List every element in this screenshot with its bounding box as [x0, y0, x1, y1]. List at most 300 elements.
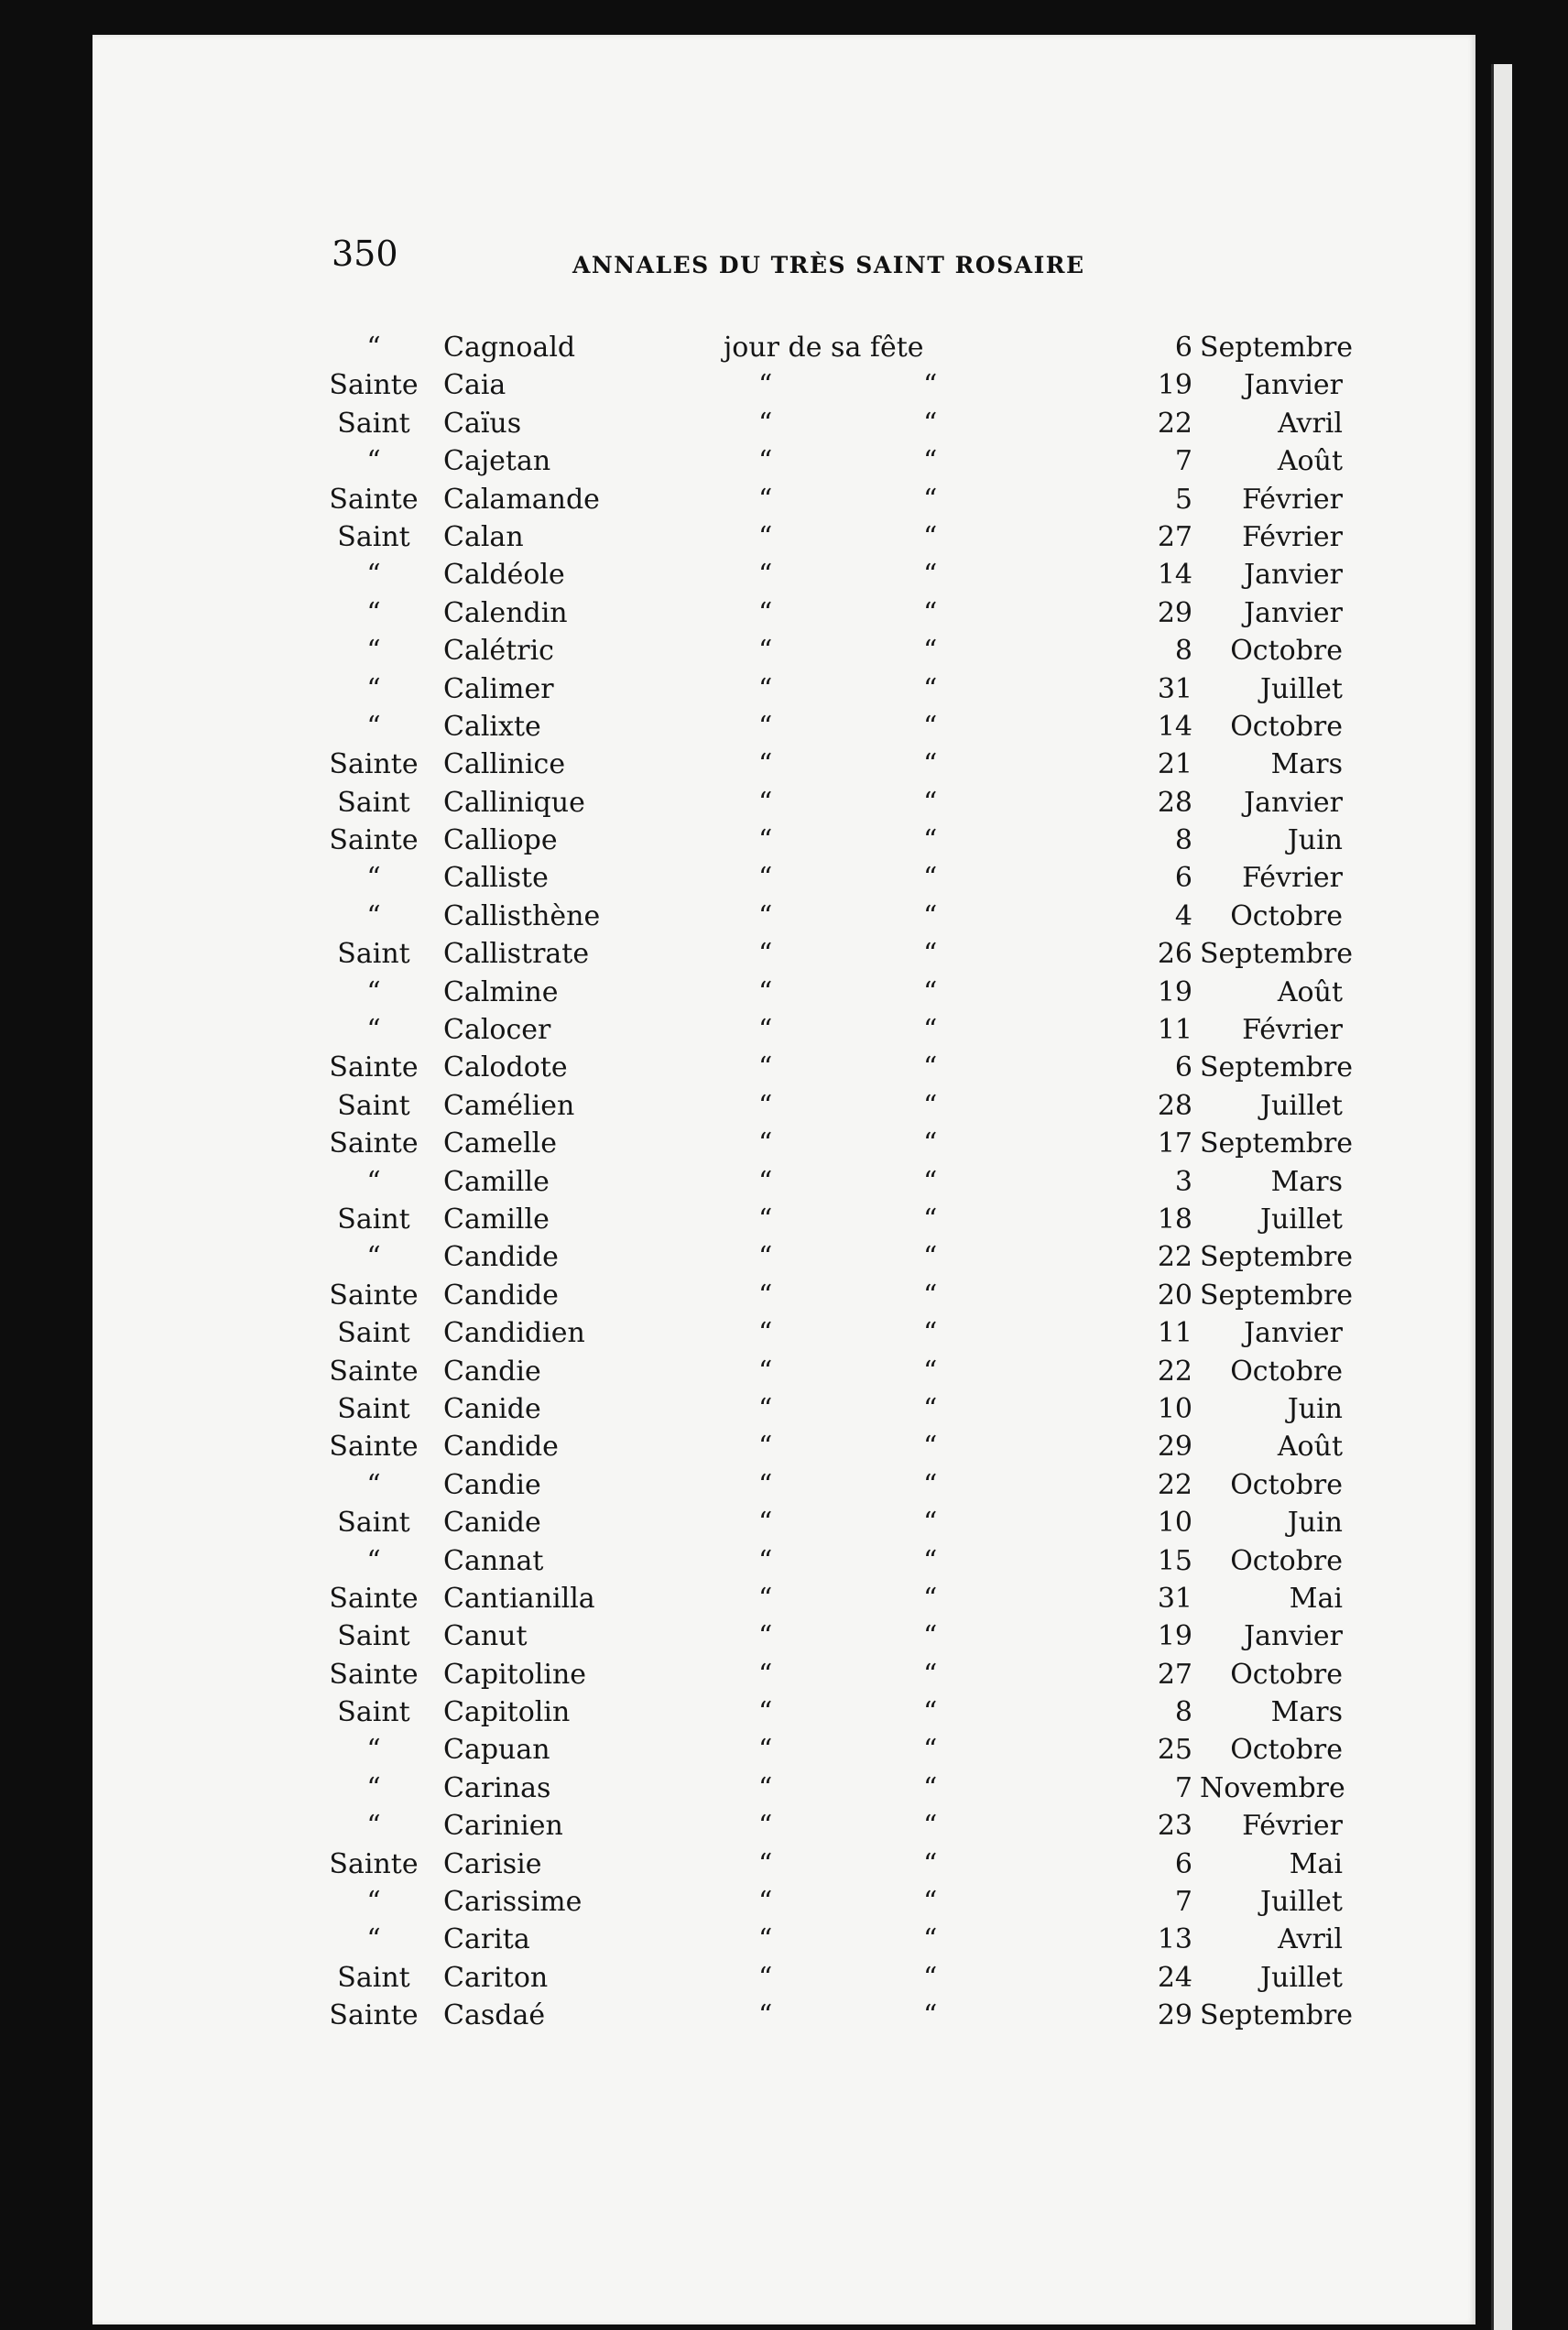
ditto-mark: “: [923, 975, 938, 1008]
ditto-mark: “: [923, 1507, 938, 1540]
feast-day: 5: [1174, 483, 1192, 516]
feast-month: Octobre: [1230, 1355, 1343, 1388]
saint-title: “: [366, 710, 381, 743]
ditto-mark: “: [758, 1923, 773, 1956]
list-item: [0, 1848, 1568, 1886]
ditto-mark: “: [923, 938, 938, 971]
saint-title: “: [366, 445, 381, 478]
list-item: [0, 1583, 1568, 1620]
saint-title: Sainte: [329, 1279, 419, 1312]
saint-title: “: [366, 332, 381, 364]
saint-name: Casdaé: [443, 1999, 546, 2032]
ditto-mark: “: [758, 1468, 773, 1501]
ditto-mark: “: [923, 1658, 938, 1691]
saint-title: Saint: [337, 1620, 410, 1653]
saints-list: [0, 332, 1568, 2038]
feast-month: Janvier: [1244, 1317, 1343, 1350]
list-item: [0, 1203, 1568, 1241]
saint-name: Callistrate: [443, 938, 590, 971]
saint-title: Sainte: [329, 369, 419, 402]
saint-name: Carisie: [443, 1847, 542, 1880]
feast-month: Mai: [1289, 1582, 1343, 1615]
saint-title: “: [366, 1923, 381, 1956]
saint-name: Cannat: [443, 1544, 544, 1577]
list-item: [0, 1696, 1568, 1734]
saint-title: Sainte: [329, 1355, 419, 1388]
feast-day: 23: [1157, 1810, 1192, 1843]
feast-day: 6: [1174, 332, 1192, 364]
ditto-mark: “: [758, 1582, 773, 1615]
list-item: [0, 1620, 1568, 1658]
list-item: [0, 597, 1568, 635]
list-item: [0, 332, 1568, 369]
ditto-mark: “: [923, 1317, 938, 1350]
feast-day: 22: [1157, 1241, 1192, 1274]
saint-title: Sainte: [329, 1658, 419, 1691]
list-item: [0, 1886, 1568, 1923]
ditto-mark: “: [758, 1051, 773, 1084]
ditto-mark: “: [758, 710, 773, 743]
list-item: [0, 1279, 1568, 1317]
saint-title: “: [366, 635, 381, 668]
feast-month: Août: [1277, 445, 1343, 478]
feast-month: Septembre: [1200, 1241, 1354, 1274]
saint-name: Canide: [443, 1507, 541, 1540]
ditto-mark: “: [923, 559, 938, 592]
ditto-mark: “: [923, 1165, 938, 1198]
ditto-mark: “: [758, 596, 773, 629]
ditto-mark: “: [758, 1014, 773, 1047]
feast-month: Juillet: [1260, 1089, 1343, 1122]
list-item: [0, 369, 1568, 407]
feast-day: 11: [1157, 1014, 1192, 1047]
feast-day: 8: [1174, 635, 1192, 668]
ditto-mark: “: [923, 1771, 938, 1804]
list-item: [0, 748, 1568, 786]
ditto-mark: “: [758, 1203, 773, 1236]
feast-month: Septembre: [1200, 1127, 1354, 1160]
saint-name: Carissime: [443, 1886, 583, 1919]
saint-title: “: [366, 1771, 381, 1804]
feast-month: Juin: [1287, 824, 1343, 857]
saint-title: “: [366, 1468, 381, 1501]
feast-month: Juillet: [1260, 1203, 1343, 1236]
feast-month: Juin: [1287, 1392, 1343, 1425]
saint-name: Cagnoald: [443, 332, 576, 364]
feast-month: Janvier: [1244, 1620, 1343, 1653]
feast-month: Septembre: [1200, 1279, 1354, 1312]
feast-day: 4: [1174, 899, 1192, 932]
ditto-mark: “: [758, 1658, 773, 1691]
feast-month: Septembre: [1200, 938, 1354, 971]
saint-title: Sainte: [329, 824, 419, 857]
feast-day: 14: [1157, 710, 1192, 743]
list-item: [0, 1999, 1568, 2037]
feast-day: 15: [1157, 1544, 1192, 1577]
list-item: [0, 1127, 1568, 1165]
ditto-mark: “: [923, 1961, 938, 1994]
saint-name: Camille: [443, 1165, 550, 1198]
feast-month: Novembre: [1200, 1771, 1345, 1804]
saint-name: Caïus: [443, 407, 522, 440]
list-item: [0, 938, 1568, 975]
ditto-mark: “: [923, 710, 938, 743]
ditto-mark: “: [923, 1847, 938, 1880]
ditto-mark: “: [923, 1127, 938, 1160]
ditto-mark: “: [923, 1051, 938, 1084]
feast-day: 29: [1157, 1999, 1192, 2032]
list-item: [0, 635, 1568, 672]
feast-day: 18: [1157, 1203, 1192, 1236]
feast-day: 8: [1174, 824, 1192, 857]
ditto-mark: “: [923, 899, 938, 932]
saint-name: Cantianilla: [443, 1582, 595, 1615]
list-item: [0, 787, 1568, 824]
ditto-mark: “: [923, 483, 938, 516]
ditto-mark: “: [923, 1582, 938, 1615]
list-item: [0, 1051, 1568, 1089]
feast-day: 11: [1157, 1317, 1192, 1350]
feast-month: Mars: [1270, 1696, 1343, 1729]
ditto-mark: “: [758, 1431, 773, 1464]
feast-month: Juillet: [1260, 1961, 1343, 1994]
ditto-mark: “: [758, 1544, 773, 1577]
saint-title: Saint: [337, 1317, 410, 1350]
ditto-mark: “: [758, 407, 773, 440]
ditto-mark: “: [923, 1241, 938, 1274]
saint-name: Caldéole: [443, 559, 565, 592]
list-item: [0, 1014, 1568, 1051]
feast-month: Octobre: [1230, 1544, 1343, 1577]
ditto-mark: “: [923, 748, 938, 781]
ditto-mark: “: [758, 672, 773, 705]
feast-day: 22: [1157, 1468, 1192, 1501]
ditto-mark: “: [923, 1810, 938, 1843]
feast-month: Septembre: [1200, 332, 1354, 364]
ditto-mark: “: [758, 1127, 773, 1160]
feast-day: 6: [1174, 1847, 1192, 1880]
saint-name: Candide: [443, 1431, 559, 1464]
list-item: [0, 673, 1568, 711]
feast-month: Octobre: [1230, 635, 1343, 668]
feast-day: 28: [1157, 1089, 1192, 1122]
feast-month: Février: [1242, 1810, 1343, 1843]
feast-day: 10: [1157, 1392, 1192, 1425]
saint-title: Saint: [337, 407, 410, 440]
feast-day: 26: [1157, 938, 1192, 971]
saint-name: Callisthène: [443, 899, 601, 932]
saint-title: “: [366, 899, 381, 932]
feast-month: Février: [1242, 862, 1343, 895]
saint-name: Capitoline: [443, 1658, 587, 1691]
saint-title: Saint: [337, 520, 410, 553]
saint-title: “: [366, 1544, 381, 1577]
ditto-mark: “: [923, 520, 938, 553]
saint-name: Canut: [443, 1620, 528, 1653]
list-item: [0, 1810, 1568, 1847]
saint-title: “: [366, 1734, 381, 1767]
saint-name: Cariton: [443, 1961, 549, 1994]
ditto-mark: “: [758, 1165, 773, 1198]
ditto-mark: “: [758, 786, 773, 819]
saint-name: Camélien: [443, 1089, 575, 1122]
ditto-mark: “: [923, 672, 938, 705]
saint-name: Calamande: [443, 483, 600, 516]
ditto-mark: “: [923, 1886, 938, 1919]
saint-name: Candidien: [443, 1317, 585, 1350]
saint-title: “: [366, 672, 381, 705]
ditto-mark: “: [758, 748, 773, 781]
ditto-mark: “: [758, 1810, 773, 1843]
feast-day: 13: [1157, 1923, 1192, 1956]
feast-month: Septembre: [1200, 1999, 1354, 2032]
feast-day: 29: [1157, 596, 1192, 629]
ditto-mark: “: [758, 1317, 773, 1350]
list-item: [0, 1393, 1568, 1431]
feast-month: Octobre: [1230, 1658, 1343, 1691]
list-item: [0, 1317, 1568, 1355]
saint-title: Saint: [337, 1961, 410, 1994]
feast-month: Avril: [1278, 407, 1343, 440]
feast-day: 27: [1157, 1658, 1192, 1691]
ditto-mark: “: [923, 445, 938, 478]
ditto-mark: “: [758, 938, 773, 971]
list-item: [0, 1772, 1568, 1810]
feast-day: 6: [1174, 1051, 1192, 1084]
saint-title: Saint: [337, 1203, 410, 1236]
list-item: [0, 1090, 1568, 1127]
page-header: [0, 234, 1568, 289]
list-item: [0, 1166, 1568, 1203]
feast-day: 31: [1157, 1582, 1192, 1615]
feast-day: 6: [1174, 862, 1192, 895]
saint-name: Camille: [443, 1203, 550, 1236]
list-item: [0, 1734, 1568, 1771]
feast-month: Octobre: [1230, 710, 1343, 743]
feast-day: 25: [1157, 1734, 1192, 1767]
saint-name: Calétric: [443, 635, 554, 668]
saint-title: Saint: [337, 938, 410, 971]
saint-name: Capuan: [443, 1734, 550, 1767]
list-item: [0, 484, 1568, 521]
saint-title: “: [366, 1014, 381, 1047]
ditto-mark: “: [923, 1089, 938, 1122]
feast-month: Août: [1277, 975, 1343, 1008]
feast-month: Septembre: [1200, 1051, 1354, 1084]
saint-name: Canide: [443, 1392, 541, 1425]
saint-title: “: [366, 1810, 381, 1843]
feast-month: Mai: [1289, 1847, 1343, 1880]
list-item: [0, 1469, 1568, 1507]
saint-title: Saint: [337, 1089, 410, 1122]
saint-name: Caia: [443, 369, 506, 402]
feast-day-phrase: jour de sa fête: [724, 332, 924, 364]
saint-title: Sainte: [329, 1431, 419, 1464]
ditto-mark: “: [923, 824, 938, 857]
ditto-mark: “: [758, 862, 773, 895]
ditto-mark: “: [923, 1355, 938, 1388]
list-item: [0, 559, 1568, 596]
list-item: [0, 1507, 1568, 1544]
feast-day: 22: [1157, 1355, 1192, 1388]
saint-name: Calodote: [443, 1051, 568, 1084]
list-item: [0, 445, 1568, 483]
saint-title: “: [366, 975, 381, 1008]
feast-month: Juillet: [1260, 1886, 1343, 1919]
feast-month: Janvier: [1244, 369, 1343, 402]
ditto-mark: “: [923, 1923, 938, 1956]
ditto-mark: “: [758, 824, 773, 857]
feast-day: 8: [1174, 1696, 1192, 1729]
saint-name: Candie: [443, 1468, 541, 1501]
list-item: [0, 1356, 1568, 1393]
feast-month: Mars: [1270, 748, 1343, 781]
ditto-mark: “: [923, 407, 938, 440]
feast-day: 19: [1157, 1620, 1192, 1653]
ditto-mark: “: [758, 1620, 773, 1653]
feast-day: 20: [1157, 1279, 1192, 1312]
saint-name: Calmine: [443, 975, 559, 1008]
feast-day: 7: [1174, 1886, 1192, 1919]
ditto-mark: “: [923, 369, 938, 402]
list-item: [0, 521, 1568, 559]
ditto-mark: “: [923, 1620, 938, 1653]
feast-day: 22: [1157, 407, 1192, 440]
saint-name: Capitolin: [443, 1696, 571, 1729]
saint-title: Saint: [337, 1392, 410, 1425]
ditto-mark: “: [758, 483, 773, 516]
saint-title: “: [366, 862, 381, 895]
list-item: [0, 1241, 1568, 1279]
list-item: [0, 408, 1568, 445]
feast-month: Juillet: [1260, 672, 1343, 705]
saint-name: Calixte: [443, 710, 541, 743]
feast-month: Janvier: [1244, 786, 1343, 819]
saint-name: Candie: [443, 1355, 541, 1388]
feast-day: 27: [1157, 520, 1192, 553]
saint-name: Cajetan: [443, 445, 551, 478]
saint-name: Camelle: [443, 1127, 557, 1160]
saint-name: Callinique: [443, 786, 585, 819]
feast-day: 7: [1174, 1771, 1192, 1804]
ditto-mark: “: [758, 369, 773, 402]
ditto-mark: “: [923, 1734, 938, 1767]
feast-day: 19: [1157, 975, 1192, 1008]
ditto-mark: “: [758, 975, 773, 1008]
saint-title: Sainte: [329, 1127, 419, 1160]
feast-day: 31: [1157, 672, 1192, 705]
feast-month: Février: [1242, 1014, 1343, 1047]
list-item: [0, 900, 1568, 938]
ditto-mark: “: [923, 1014, 938, 1047]
list-item: [0, 976, 1568, 1014]
ditto-mark: “: [923, 1392, 938, 1425]
saint-name: Candide: [443, 1279, 559, 1312]
saint-name: Carita: [443, 1923, 530, 1956]
feast-month: Octobre: [1230, 899, 1343, 932]
ditto-mark: “: [923, 1999, 938, 2032]
saint-title: “: [366, 559, 381, 592]
list-item: [0, 1431, 1568, 1468]
ditto-mark: “: [923, 1279, 938, 1312]
list-item: [0, 1545, 1568, 1583]
ditto-mark: “: [758, 520, 773, 553]
feast-day: 3: [1174, 1165, 1192, 1198]
saint-name: Carinien: [443, 1810, 563, 1843]
saint-title: “: [366, 1165, 381, 1198]
saint-title: Sainte: [329, 1582, 419, 1615]
ditto-mark: “: [758, 1392, 773, 1425]
ditto-mark: “: [758, 1279, 773, 1312]
ditto-mark: “: [758, 899, 773, 932]
feast-month: Février: [1242, 483, 1343, 516]
feast-month: Janvier: [1244, 596, 1343, 629]
saint-title: Saint: [337, 1507, 410, 1540]
list-item: [0, 1962, 1568, 1999]
feast-day: 29: [1157, 1431, 1192, 1464]
saint-name: Calliope: [443, 824, 558, 857]
feast-day: 14: [1157, 559, 1192, 592]
list-item: [0, 824, 1568, 862]
list-item: [0, 1923, 1568, 1961]
list-item: [0, 862, 1568, 899]
ditto-mark: “: [758, 559, 773, 592]
feast-month: Juin: [1287, 1507, 1343, 1540]
feast-day: 28: [1157, 786, 1192, 819]
ditto-mark: “: [758, 445, 773, 478]
saint-title: “: [366, 1886, 381, 1919]
ditto-mark: “: [758, 1241, 773, 1274]
ditto-mark: “: [923, 1203, 938, 1236]
feast-month: Février: [1242, 520, 1343, 553]
ditto-mark: “: [923, 862, 938, 895]
running-title: ANNALES DU TRÈS SAINT ROSAIRE: [572, 252, 1085, 278]
page-number: 350: [332, 234, 398, 274]
ditto-mark: “: [923, 1468, 938, 1501]
feast-day: 17: [1157, 1127, 1192, 1160]
saint-name: Callinice: [443, 748, 566, 781]
saint-name: Candide: [443, 1241, 559, 1274]
saint-title: Sainte: [329, 483, 419, 516]
feast-day: 7: [1174, 445, 1192, 478]
saint-title: Sainte: [329, 748, 419, 781]
feast-day: 21: [1157, 748, 1192, 781]
saint-title: “: [366, 596, 381, 629]
feast-month: Avril: [1278, 1923, 1343, 1956]
feast-month: Octobre: [1230, 1468, 1343, 1501]
saint-name: Carinas: [443, 1771, 551, 1804]
saint-name: Calliste: [443, 862, 549, 895]
ditto-mark: “: [758, 1734, 773, 1767]
ditto-mark: “: [923, 1696, 938, 1729]
saint-title: Sainte: [329, 1051, 419, 1084]
ditto-mark: “: [758, 1089, 773, 1122]
list-item: [0, 711, 1568, 748]
saint-title: Sainte: [329, 1847, 419, 1880]
saint-name: Calocer: [443, 1014, 551, 1047]
ditto-mark: “: [758, 1507, 773, 1540]
feast-day: 19: [1157, 369, 1192, 402]
feast-month: Octobre: [1230, 1734, 1343, 1767]
ditto-mark: “: [758, 1999, 773, 2032]
saint-title: Saint: [337, 786, 410, 819]
ditto-mark: “: [758, 1961, 773, 1994]
saint-title: Saint: [337, 1696, 410, 1729]
feast-day: 10: [1157, 1507, 1192, 1540]
ditto-mark: “: [923, 635, 938, 668]
feast-month: Août: [1277, 1431, 1343, 1464]
saint-name: Calendin: [443, 596, 568, 629]
